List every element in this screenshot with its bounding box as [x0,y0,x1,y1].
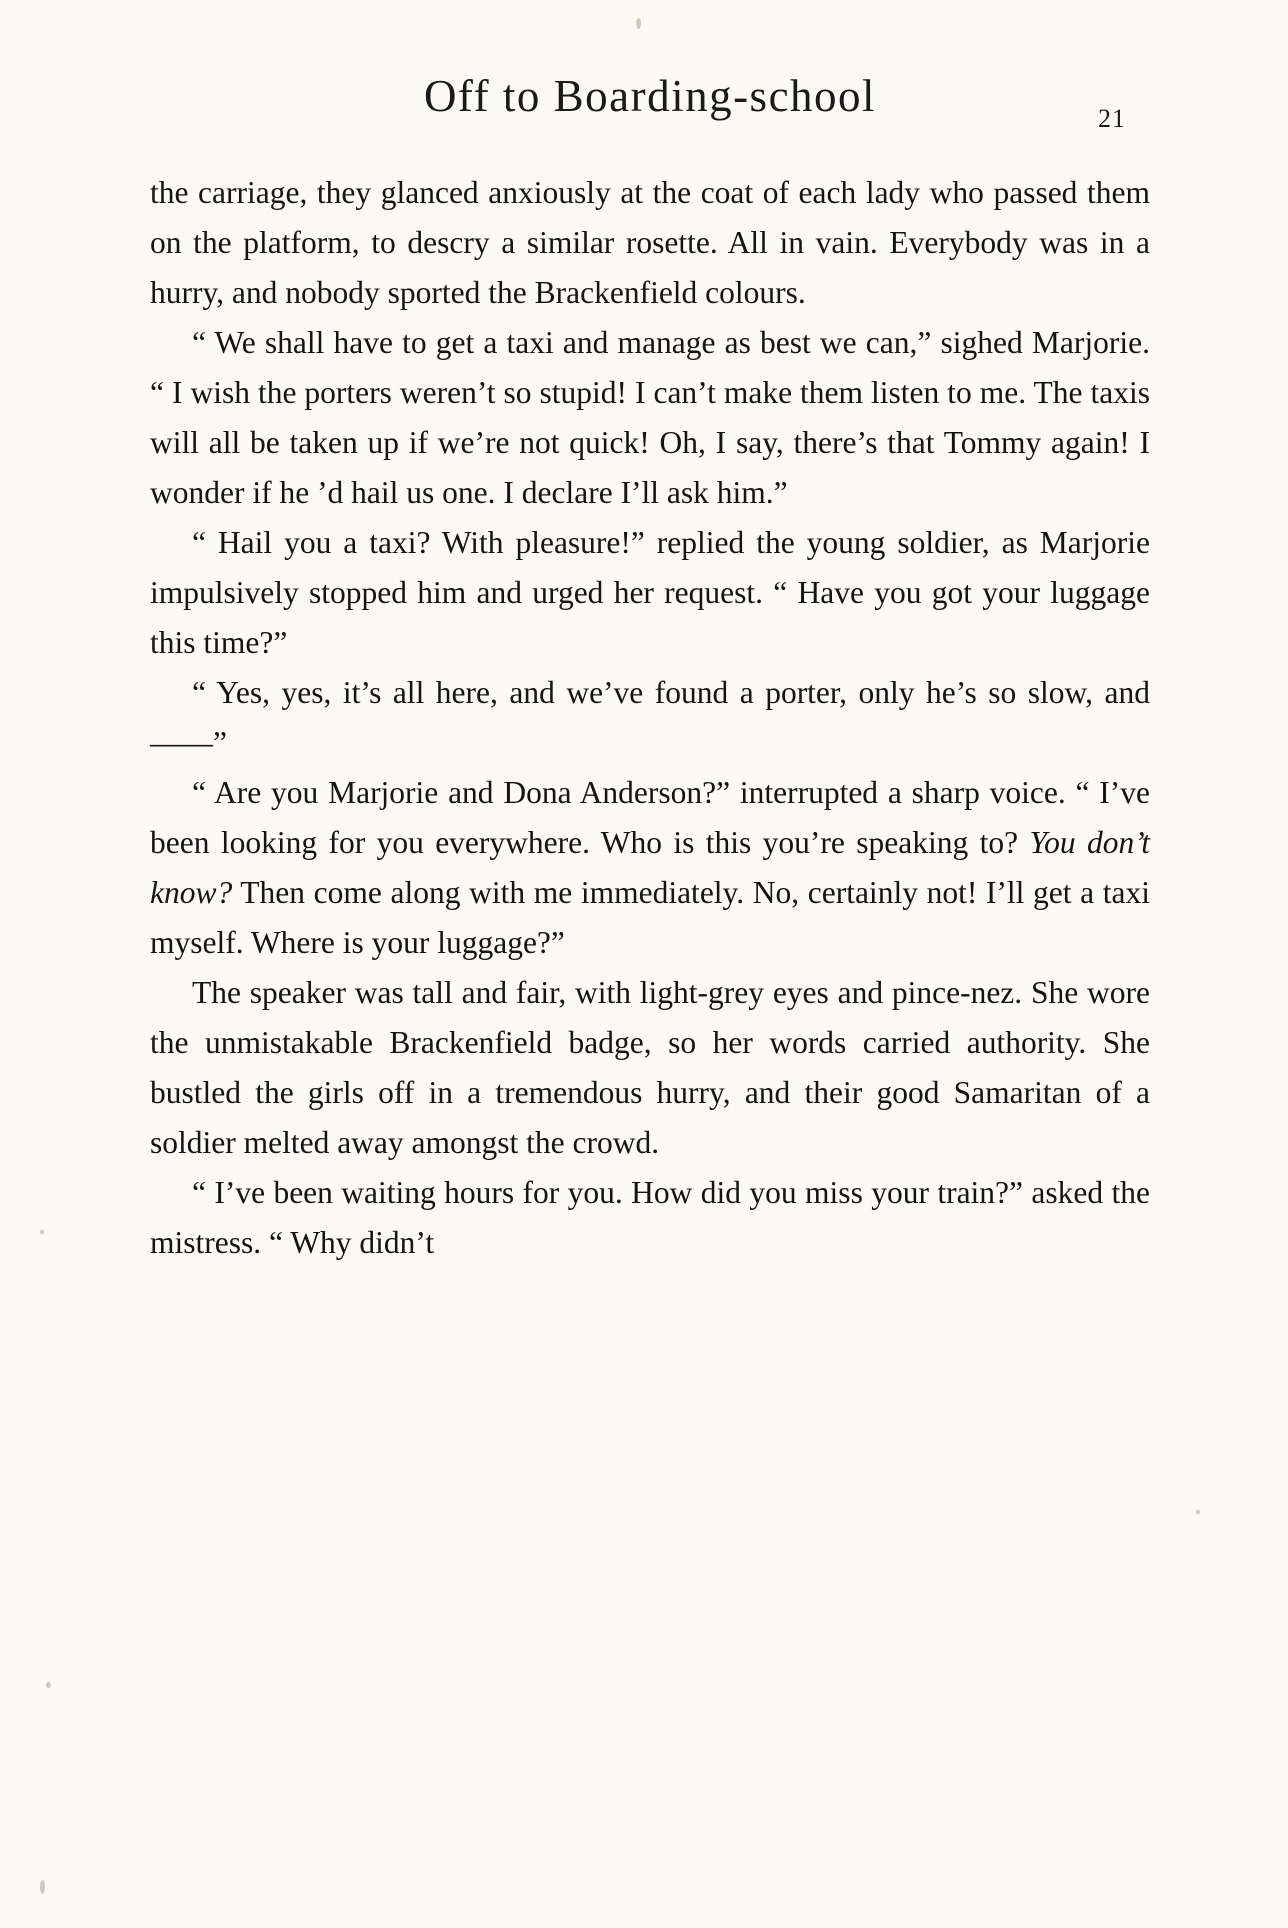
paragraph: “ Yes, yes, it’s all here, and we’ve found a porter, only he’s so slow, and——” [150,675,1150,760]
page-header [150,70,1150,140]
running-head-title: Off to Boarding-school [423,71,877,121]
paper-speck [40,1230,44,1234]
paragraph: the carriage, they glanced anxiously at the coat of each lady who passed them on the platform, to descry a similar rosette. All in vain. Everybody was in a hurry, and nobody sported the Brackenfield colours. [150,175,1150,310]
paragraph: The speaker was tall and fair, with light-grey eyes and pince-nez. She wore the unmistakable Brackenfield badge, so her words carried authority. She bustled the girls off in a tremendous hurry, and their good Samaritan of a soldier melted away amongst the crowd. [150,975,1150,1160]
paper-speck [1196,1510,1200,1514]
paragraph-with-emphasis [150,768,1150,968]
paragraph: “ We shall have to get a taxi and manage as best we can,” sighed Marjorie. “ I wish the porters weren’t so stupid! I can’t make them listen to me. The taxis will all be taken up if we’re not quick! Oh, I say, there’s that Tommy again! I wonder if he ’d hail us one. I declare I’ll ask him.” [150,325,1150,510]
paper-speck [636,18,641,29]
paragraph-text-after: Then come along with me immediately. No, certainly not! I’ll get a taxi myself. Where is your luggage?” [150,875,1150,960]
paper-speck [46,1682,51,1688]
paragraph: “ Hail you a taxi? With pleasure!” replied the young soldier, as Marjorie impulsively stopped him and urged her request. “ Have you got your luggage this time?” [150,525,1150,660]
paragraph-text-before: “ Are you Marjorie and Dona Anderson?” interrupted a sharp voice. “ I’ve been looking for you everywhere. Who is this you’re speaking to? [150,775,1150,860]
body-text [150,168,1150,1268]
paragraph: “ I’ve been waiting hours for you. How did you miss your train?” asked the mistress. “ Why didn’t [150,1175,1150,1260]
page-content [150,70,1150,1268]
paper-speck [40,1880,45,1894]
emphasized-text: You don’t know? [150,825,1150,910]
page-number: 21 [1098,104,1126,133]
